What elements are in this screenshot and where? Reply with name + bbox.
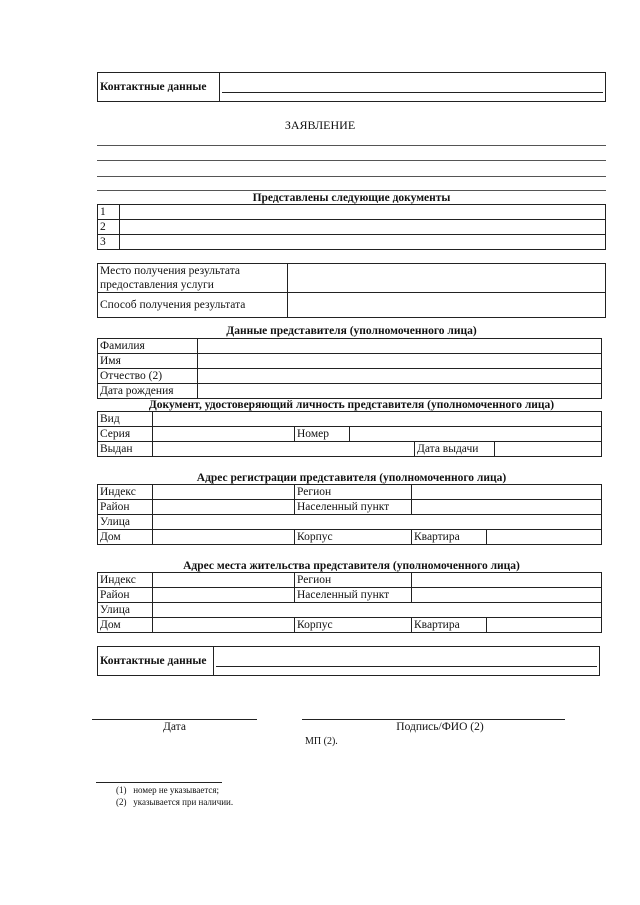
res-apartment-label: Квартира	[412, 618, 487, 633]
res-house-label: Дом	[98, 618, 153, 633]
contacts-input-line	[222, 82, 603, 93]
documents-heading: Представлены следующие документы	[252, 192, 451, 204]
res-house-input[interactable]	[153, 618, 295, 633]
statement-line-2[interactable]	[97, 160, 606, 161]
id-number-label: Номер	[295, 427, 350, 442]
contacts-label: Контактные данные	[98, 73, 220, 102]
reg-district-label: Район	[98, 500, 153, 515]
id-issued-by-input[interactable]	[153, 442, 415, 457]
reg-apartment-label: Квартира	[412, 530, 487, 545]
representative-field-label: Фамилия	[98, 339, 198, 354]
reg-index-input[interactable]	[153, 485, 295, 500]
result-table	[97, 263, 606, 318]
res-index-input[interactable]	[153, 573, 295, 588]
res-region-input[interactable]	[412, 573, 602, 588]
document-number: 3	[98, 235, 120, 250]
representative-field-input[interactable]	[198, 384, 602, 399]
document-input[interactable]	[120, 235, 606, 250]
reg-apartment-input[interactable]	[487, 530, 602, 545]
res-building-label: Корпус	[295, 618, 412, 633]
result-place-label: Место получения результата предоставления услуги	[98, 264, 288, 293]
res-region-label: Регион	[295, 573, 412, 588]
reg-street-label: Улица	[98, 515, 153, 530]
contacts-label: Контактные данные	[98, 647, 214, 676]
residence-address-heading: Адрес места жительства представителя (уполномоченного лица)	[183, 560, 520, 572]
res-street-label: Улица	[98, 603, 153, 618]
contacts-input[interactable]	[214, 647, 600, 676]
statement-line-3[interactable]	[97, 176, 606, 177]
reg-street-input[interactable]	[153, 515, 602, 530]
representative-field-label: Дата рождения	[98, 384, 198, 399]
id-series-label: Серия	[98, 427, 153, 442]
res-street-input[interactable]	[153, 603, 602, 618]
footnote-1: (1) номер не указывается;	[116, 785, 220, 795]
res-district-input[interactable]	[153, 588, 295, 603]
date-label: Дата	[163, 721, 186, 733]
representative-field-input[interactable]	[198, 339, 602, 354]
representative-heading: Данные представителя (уполномоченного лица)	[226, 325, 477, 337]
res-index-label: Индекс	[98, 573, 153, 588]
id-type-input[interactable]	[153, 412, 602, 427]
registration-address-heading: Адрес регистрации представителя (уполномоченного лица)	[196, 472, 507, 484]
representative-table	[97, 338, 602, 399]
res-apartment-input[interactable]	[487, 618, 602, 633]
id-document-table	[97, 411, 602, 457]
reg-house-input[interactable]	[153, 530, 295, 545]
reg-region-input[interactable]	[412, 485, 602, 500]
contacts-table-top	[97, 72, 606, 102]
name-signature-line[interactable]	[302, 719, 565, 720]
document-number: 1	[98, 205, 120, 220]
documents-table	[97, 204, 606, 250]
date-signature-line[interactable]	[92, 719, 257, 720]
representative-field-input[interactable]	[198, 354, 602, 369]
result-place-input[interactable]	[288, 264, 606, 293]
stamp-label: МП (2).	[305, 736, 338, 747]
id-number-input[interactable]	[350, 427, 602, 442]
reg-house-label: Дом	[98, 530, 153, 545]
res-district-label: Район	[98, 588, 153, 603]
document-number: 2	[98, 220, 120, 235]
statement-line-4[interactable]	[97, 190, 606, 191]
footnote-2: (2) указывается при наличии.	[116, 797, 234, 807]
id-issue-date-input[interactable]	[495, 442, 602, 457]
footnote-separator	[96, 782, 222, 783]
contacts-table-bottom	[97, 646, 600, 676]
contacts-input-line	[216, 656, 597, 667]
reg-locality-label: Населенный пункт	[295, 500, 412, 515]
id-series-input[interactable]	[153, 427, 295, 442]
statement-line-1[interactable]	[97, 145, 606, 146]
representative-field-label: Отчество (2)	[98, 369, 198, 384]
statement-title: ЗАЯВЛЕНИЕ	[284, 118, 356, 132]
reg-building-label: Корпус	[295, 530, 412, 545]
document-input[interactable]	[120, 205, 606, 220]
id-document-heading: Документ, удостоверяющий личность представителя (уполномоченного лица)	[148, 399, 555, 411]
res-locality-input[interactable]	[412, 588, 602, 603]
id-issued-by-label: Выдан	[98, 442, 153, 457]
document-input[interactable]	[120, 220, 606, 235]
representative-field-label: Имя	[98, 354, 198, 369]
res-locality-label: Населенный пункт	[295, 588, 412, 603]
reg-locality-input[interactable]	[412, 500, 602, 515]
result-method-label: Способ получения результата	[98, 293, 288, 318]
signature-label: Подпись/ФИО (2)	[396, 721, 484, 733]
reg-index-label: Индекс	[98, 485, 153, 500]
reg-region-label: Регион	[295, 485, 412, 500]
id-issue-date-label: Дата выдачи	[415, 442, 495, 457]
result-method-input[interactable]	[288, 293, 606, 318]
residence-address-table	[97, 572, 602, 633]
reg-district-input[interactable]	[153, 500, 295, 515]
representative-field-input[interactable]	[198, 369, 602, 384]
registration-address-table	[97, 484, 602, 545]
id-type-label: Вид	[98, 412, 153, 427]
contacts-input[interactable]	[220, 73, 606, 102]
